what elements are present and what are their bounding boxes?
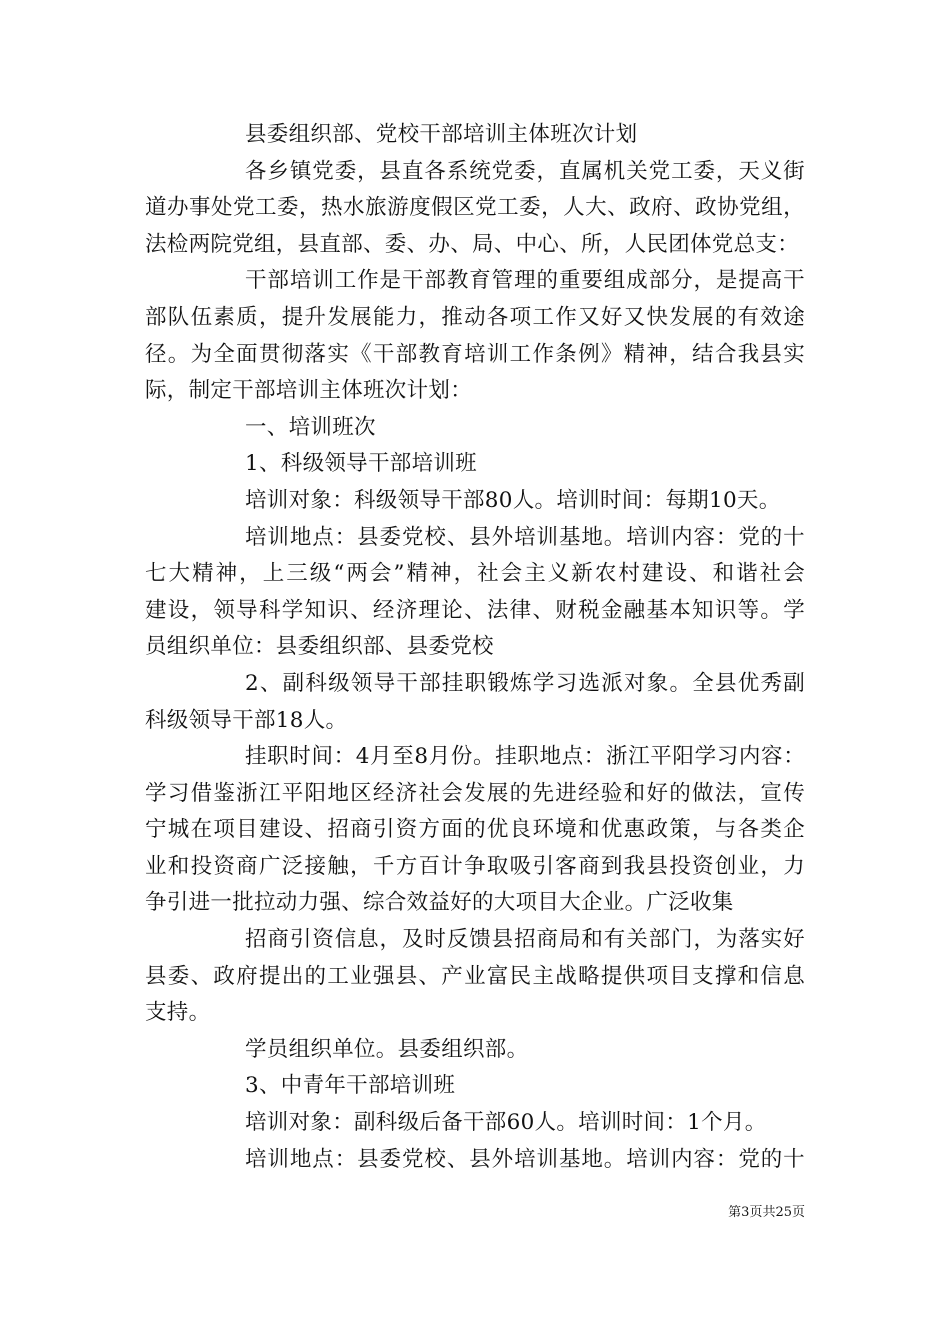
text-line: 各乡镇党委，县直各系统党委，直属机关党工委，天义街: [245, 158, 805, 184]
text-line: 县委组织部、党校干部培训主体班次计划: [245, 122, 638, 147]
text-line: 科级领导干部18人。: [145, 707, 348, 733]
page-number: 第3页共25页: [728, 1205, 805, 1220]
text-line: 挂职时间：4月至8月份。挂职地点：浙江平阳学习内容：: [245, 744, 805, 770]
text-line: 七大精神，上三级“两会”精神，社会主义新农村建设、和谐社会: [145, 561, 805, 587]
text-line: 员组织单位：县委组织部、县委党校: [145, 634, 494, 660]
text-line: 培训地点：县委党校、县外培训基地。培训内容：党的十: [245, 1146, 805, 1172]
document-body: [145, 117, 805, 1178]
text-line: 道办事处党工委，热水旅游度假区党工委，人大、政府、政协党组，: [145, 195, 805, 221]
text-line: 培训对象：副科级后备干部60人。培训时间：1个月。: [245, 1110, 767, 1136]
text-line: 争引进一批拉动力强、综合效益好的大项目大企业。广泛收集: [145, 890, 734, 916]
text-line: 干部培训工作是干部教育管理的重要组成部分，是提高干: [245, 268, 805, 294]
text-line: 一、培训班次: [245, 414, 376, 440]
text-line: 招商引资信息，及时反馈县招商局和有关部门，为落实好: [245, 927, 805, 953]
text-line: 建设，领导科学知识、经济理论、法律、财税金融基本知识等。学: [145, 597, 805, 623]
text-line: 培训对象：科级领导干部80人。培训时间：每期10天。: [245, 487, 781, 513]
text-line: 学习借鉴浙江平阳地区经济社会发展的先进经验和好的做法，宣传: [145, 780, 805, 806]
text-line: 县委、政府提出的工业强县、产业富民主战略提供项目支撑和信息: [145, 963, 805, 989]
text-line: 培训地点：县委党校、县外培训基地。培训内容：党的十: [245, 524, 805, 550]
text-line: 业和投资商广泛接触，千方百计争取吸引客商到我县投资创业，力: [145, 853, 805, 879]
text-line: 宁城在项目建设、招商引资方面的优良环境和优惠政策，与各类企: [145, 817, 805, 843]
text-line: 际，制定干部培训主体班次计划：: [145, 378, 473, 404]
text-line: 2、副科级领导干部挂职锻炼学习选派对象。全县优秀副: [245, 670, 805, 696]
text-line: 学员组织单位。县委组织部。: [245, 1036, 529, 1062]
text-line: 3、中青年干部培训班: [245, 1073, 456, 1099]
text-line: 径。为全面贯彻落实《干部教育培训工作条例》精神，结合我县实: [145, 341, 805, 367]
text-line: 支持。: [145, 1000, 211, 1026]
text-line: 法检两院党组，县直部、委、办、局、中心、所，人民团体党总支：: [145, 231, 800, 257]
text-line: 部队伍素质，提升发展能力，推动各项工作又好又快发展的有效途: [145, 304, 805, 330]
text-line: 1、科级领导干部培训班: [245, 451, 477, 477]
